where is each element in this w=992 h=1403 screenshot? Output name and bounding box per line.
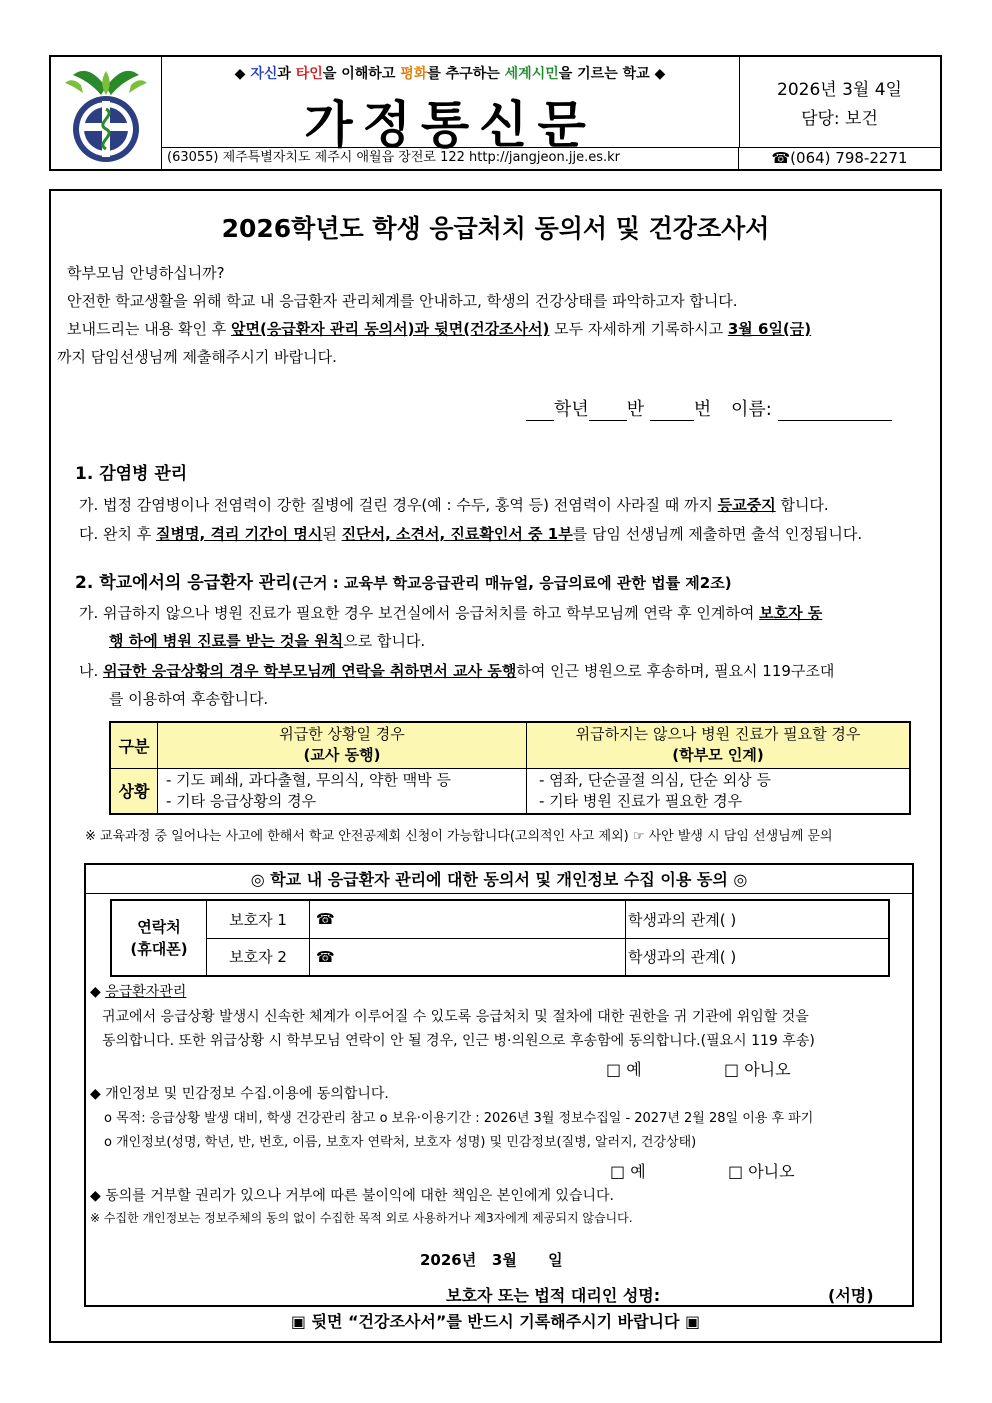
signature-field[interactable]: (서명) xyxy=(828,1286,874,1305)
school-motto: ◆ 자신과 타인을 이해하고 평화를 추구하는 세계시민을 기르는 학교 ◆ xyxy=(234,66,666,82)
guardian1-phone-field[interactable] xyxy=(310,900,626,938)
section2-heading: 2. 학교에서의 응급환자 관리(근거 : 교육부 학교응급관리 매뉴얼, 응급의료에 관한 법률 제2조) xyxy=(75,573,732,593)
table-cell-nonurgent: - 염좌, 단순골절 의심, 단순 외상 등 - 기타 병원 진료가 필요한 경우 xyxy=(527,768,911,814)
intro-line-3: 까지 담임선생님께 제출해주시기 바랍니다. xyxy=(57,348,337,366)
table-row-label: 상황 xyxy=(110,768,158,814)
section2-item-a: 가. 위급하지 않으나 병원 진료가 필요한 경우 보건실에서 응급처치를 하고 학부모님께 연락 후 인계하여 보호자 동 xyxy=(79,604,823,622)
table-header-nonurgent: 위급하지는 않으나 병원 진료가 필요할 경우 (학부모 인계) xyxy=(527,722,911,768)
guardian1-relation-field[interactable]: 학생과의 관계( ) xyxy=(626,900,890,938)
table-header-label: 구분 xyxy=(110,722,158,768)
department: 담당: 보건 xyxy=(801,109,878,129)
footer-notice: ▣ 뒷면 “건강조사서”를 반드시 기록해주시기 바랍니다 ▣ xyxy=(290,1312,701,1331)
emergency-heading: ◆ 응급환자관리 xyxy=(90,984,187,1000)
school-logo xyxy=(51,57,162,169)
consent-title: ◎ 학교 내 응급환자 관리에 대한 동의서 및 개인정보 수집 이용 동의 ◎ xyxy=(86,867,912,894)
intro-line-1: 안전한 학교생활을 위해 학교 내 응급환자 관리체계를 안내하고, 학생의 건강상태를 파악하고자 합니다. xyxy=(67,292,738,310)
guardian2-phone-field[interactable] xyxy=(310,938,626,976)
phone-icon: ☎ xyxy=(316,947,335,966)
phone-icon: ☎ xyxy=(316,910,335,929)
section2-item-a-cont: 행 하에 병원 진료를 받는 것을 원칙으로 합니다. xyxy=(109,632,426,650)
date-box xyxy=(739,57,940,148)
guardian2-relation-field[interactable]: 학생과의 관계( ) xyxy=(626,938,890,976)
school-emblem-icon xyxy=(51,57,161,169)
school-phone: ☎(064) 798-2271 xyxy=(771,149,908,167)
table-header-urgent: 위급한 상황일 경우 (교사 동행) xyxy=(158,722,527,768)
school-address: (63055) 제주특별자치도 제주시 애월읍 장전로 122 http://jangjeon.jje.es.kr xyxy=(161,147,739,169)
section2-item-b: 나. 위급한 응급상황의 경우 학부모님께 연락을 취하면서 교사 동행하여 인근 병원으로 후송하며, 필요시 119구조대 xyxy=(79,662,835,680)
section1-item-a: 가. 법정 감염병이나 전염력이 강한 질병에 걸린 경우(예 : 수두, 홍역 등) 전염력이 사라질 때 까지 등교중지 합니다. xyxy=(79,496,829,514)
table-row xyxy=(110,768,910,814)
signature-label: 보호자 또는 법적 대리인 성명: xyxy=(446,1286,661,1305)
newsletter-title: 가정통신문 xyxy=(304,96,596,154)
newsletter-header xyxy=(49,55,942,171)
consent-date: 2026년 3월 일 xyxy=(420,1251,563,1269)
header-title-area xyxy=(161,57,740,154)
section1-heading: 1. 감염병 관리 xyxy=(75,464,188,484)
section2-item-b-cont: 를 이용하여 후송합니다. xyxy=(109,690,269,708)
privacy-yes-checkbox[interactable]: □ 예 xyxy=(610,1162,646,1181)
table-row xyxy=(111,938,889,976)
issue-date: 2026년 3월 4일 xyxy=(777,80,902,100)
guardian1-label: 보호자 1 xyxy=(207,900,310,938)
table-cell-urgent: - 기도 폐쇄, 과다출혈, 무의식, 약한 맥박 등 - 기타 응급상황의 경우 xyxy=(158,768,527,814)
privacy-footnote: ※ 수집한 개인정보는 정보주체의 동의 없이 수집한 목적 외로 사용하거나 제3자에게 제공되지 않습니다. xyxy=(90,1211,633,1225)
refusal-notice: ◆ 동의를 거부할 권리가 있으나 거부에 따른 불이익에 대한 책임은 본인에게 있습니다. xyxy=(90,1188,614,1204)
section1-item-b: 다. 완치 후 질병명, 격리 기간이 명시된 진단서, 소견서, 진료확인서 중 1부를 담임 선생님께 제출하면 출석 인정됩니다. xyxy=(79,525,863,543)
contact-label: 연락처 (휴대폰) xyxy=(111,900,207,976)
emergency-yes-checkbox[interactable]: □ 예 xyxy=(606,1060,642,1079)
diamond-icon: ◆ xyxy=(90,984,106,1000)
consent-form xyxy=(84,863,914,1307)
privacy-no-checkbox[interactable]: □ 아니오 xyxy=(728,1162,795,1181)
privacy-heading: ◆ 개인정보 및 민감정보 수집.이용에 동의합니다. xyxy=(90,1086,389,1102)
greeting: 학부모님 안녕하십니까? xyxy=(67,264,225,282)
emergency-no-checkbox[interactable]: □ 아니오 xyxy=(724,1060,791,1079)
intro-line-2: 보내드리는 내용 확인 후 앞면(응급환자 관리 동의서)과 뒷면(건강조사서) 모두 자세하게 기록하시고 3월 6일(금) xyxy=(67,320,812,338)
emergency-table xyxy=(109,721,911,815)
contact-table xyxy=(110,899,890,977)
table-row xyxy=(111,900,889,938)
student-info-line: 학년 반 번 이름: xyxy=(526,395,892,421)
safety-note: ※ 교육과정 중 일어나는 사고에 한해서 학교 안전공제회 신청이 가능합니다(고의적인 사고 제외) ☞ 사안 발생 시 담임 선생님께 문의 xyxy=(85,829,833,844)
privacy-details: o 목적: 응급상황 발생 대비, 학생 건강관리 참고 o 보유·이용기간 : 2026년 3월 정보수집일 - 2027년 2월 28일 이용 후 파기 o 개인정보(성명, 학년, 반, 번호, 이름, 보호자 연락처, 보호자 성명) 및 민감정보(질병, 알러지, 건강상태) xyxy=(104,1111,814,1150)
main-document xyxy=(49,189,942,1343)
guardian2-label: 보호자 2 xyxy=(207,938,310,976)
table-header-row xyxy=(110,722,910,768)
emergency-text: 귀교에서 응급상황 발생시 신속한 체계가 이루어질 수 있도록 응급처치 및 절차에 대한 권한을 귀 기관에 위임할 것을 동의합니다. 또한 위급상황 시 학부모님 연락이 안 될 경우, 인근 병·의원으로 후송함에 동의합니다.(필요시 119 후송) xyxy=(102,1009,815,1049)
document-title: 2026학년도 학생 응급처치 동의서 및 건강조사서 xyxy=(221,214,770,243)
